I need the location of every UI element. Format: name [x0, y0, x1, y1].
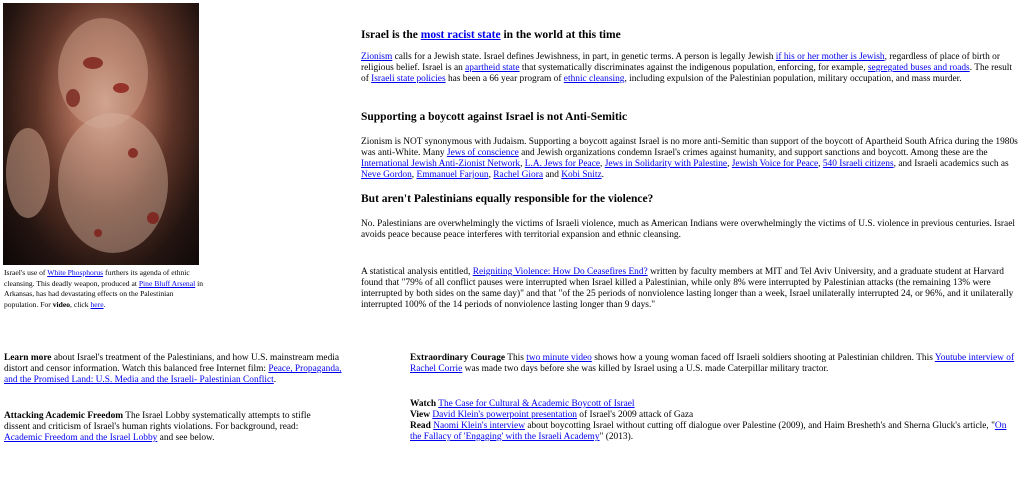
zionism-link[interactable]: Zionism — [361, 52, 393, 62]
cultural-boycott-link[interactable]: The Case for Cultural & Academic Boycott of Israel — [438, 399, 635, 409]
white-phosphorus-link[interactable]: White Phosphorus — [47, 268, 104, 277]
video-here-link[interactable]: here — [90, 299, 104, 309]
rachel-giora-link[interactable]: Rachel Giora — [493, 170, 543, 180]
klein-powerpoint-link[interactable]: David Klein's powerpoint presentation — [432, 410, 577, 420]
white-phosphorus-victim-photo — [3, 3, 199, 265]
paragraph-ceasefire-study: A statistical analysis entitled, Reigniting Violence: How Do Ceasefires End? written by faculty members at MIT and Tel Aviv University, and a graduate student at Harvard found that "79% of all conflict pauses were interrupted when Israel killed a Palestinian, while only 8% were interrupted by Palestinian attacks (the remaining 13% were interrupted by both sides on the same day)" and that "of the 25 periods of nonviolence lasting longer than a week, Israel unilaterally interrupted 24, or 96%, and it unilaterally interrupted 100% of the 14 periods of nonviolence lasting longer than 9 days." — [361, 267, 1014, 310]
segregated-roads-link[interactable]: segregated buses and roads — [867, 63, 970, 73]
jews-of-conscience-link[interactable]: Jews of conscience — [446, 148, 519, 158]
kobi-snitz-link[interactable]: Kobi Snitz — [561, 170, 602, 180]
fallacy-engaging-link[interactable]: On the Fallacy of 'Engaging' with the Israeli Academy — [410, 421, 1007, 442]
mother-jewish-link[interactable]: if his or her mother is Jewish — [775, 52, 885, 62]
rachel-corrie-interview-link[interactable]: Youtube interview of Rachel Corrie — [410, 353, 1015, 374]
photo-icon — [3, 3, 199, 265]
neve-gordon-link[interactable]: Neve Gordon — [361, 170, 412, 180]
pine-bluff-arsenal-link[interactable]: Pine Bluff Arsenal — [138, 278, 196, 288]
ethnic-cleansing-link[interactable]: ethnic cleansing — [563, 74, 625, 84]
heading-most-racist-state: Israel is the most racist state in the world at this time — [361, 29, 621, 41]
most-racist-state-link[interactable]: most racist state — [420, 29, 501, 41]
photo-caption: Israel's use of White Phosphorus furthers its agenda of ethnic cleansing. This deadly weapon, produced at Pine Bluff Arsenal in Arkansas, has had devastating effects on the Palestinian population. For video, click here. — [4, 268, 204, 309]
apartheid-state-link[interactable]: apartheid state — [465, 63, 520, 73]
jewish-voice-for-peace-link[interactable]: Jewish Voice for Peace — [731, 159, 819, 169]
jews-in-solidarity-link[interactable]: Jews in Solidarity with Palestine — [604, 159, 728, 169]
paragraph-zionism: Zionism calls for a Jewish state. Israel defines Jewishness, in part, in genetic terms. A person is legally Jewish if his or her mother is Jewish, regardless of place of birth or religious belief. Israel is an apartheid state that systematically discriminates against the indigenous population, enforcing, for example, segregated buses and roads. The result of Israeli state policies has been a 66 year program of ethnic cleansing, including expulsion of the Palestinian population, military occupation, and mass murder. — [361, 52, 1012, 84]
two-minute-video-link[interactable]: two minute video — [526, 353, 592, 363]
emmanuel-farjoun-link[interactable]: Emmanuel Farjoun — [416, 170, 489, 180]
heading-boycott-not-antisemitic: Supporting a boycott against Israel is not Anti-Semitic — [361, 111, 628, 123]
israeli-citizens-link[interactable]: 540 Israeli citizens — [822, 159, 894, 169]
heading-equally-responsible: But aren't Palestinians equally responsible for the violence? — [361, 193, 654, 205]
academic-freedom-link[interactable]: Academic Freedom and the Israel Lobby — [4, 433, 158, 443]
paragraph-boycott: Zionism is NOT synonymous with Judaism. Supporting a boycott against Israel is no more anti-Semitic than support of the boycott of Apartheid South Africa during the 1980s was anti-White. Many Jews of conscience and Jewish organizations condemn Israel's crimes against humanity, and support sanctions and boycott. Among these are the International Jewish Anti-Zionist Network, L.A. Jews for Peace, Jews in Solidarity with Palestine, Jewish Voice for Peace, 540 Israeli citizens, and Israeli academics such as Neve Gordon, Emmanuel Farjoun, Rachel Giora and Kobi Snitz. — [361, 137, 1018, 180]
learn-more-block: Learn more about Israel's treatment of the Palestinians, and how U.S. mainstream media distort and censor information. Watch this balanced free Internet film: Peace, Propaganda, and the Promised Land: U.S. Media and the Israeli- Palestinian Conflict. — [4, 353, 342, 385]
state-policies-link[interactable]: Israeli state policies — [371, 74, 446, 84]
watch-view-read-block: Watch The Case for Cultural & Academic Boycott of Israel View David Klein's powerpoint presentation of Israel's 2009 attack of Gaza Read Naomi Klein's interview about boycotting Israel without cutting off dialogue over Palestine (2009), and Haim Bresheth's and Sherna Gluck's article, "On the Fallacy of 'Engaging' with the Israeli Academy" (2013). — [410, 399, 1007, 442]
peace-propaganda-film-link[interactable]: Peace, Propaganda, and the Promised Land: U.S. Media and the Israeli- Palestinian Conflict — [4, 364, 342, 385]
paragraph-victims: No. Palestinians are overwhelmingly the victims of Israeli violence, much as American Indians were overwhelmingly the victims of U.S. violence in previous centuries. Israel avoids peace because peace interferes with territorial expansion and ethnic cleansing. — [361, 219, 1015, 240]
academic-freedom-block: Attacking Academic Freedom The Israel Lobby systematically attempts to stifle dissent and criticism of Israel's human rights violations. For background, read: Academic Freedom and the Israel Lobby and see below. — [4, 411, 311, 443]
extraordinary-courage-block: Extraordinary Courage This two minute video shows how a young woman faced off Israeli soldiers shooting at Palestinian children. This Youtube interview of Rachel Corrie was made two days before she was killed by Israel using a U.S. made Caterpillar military tractor. — [410, 353, 1015, 374]
la-jews-for-peace-link[interactable]: L.A. Jews for Peace — [524, 159, 601, 169]
ijan-link[interactable]: International Jewish Anti-Zionist Network — [361, 159, 521, 169]
reigniting-violence-link[interactable]: Reigniting Violence: How Do Ceasefires End? — [472, 267, 648, 277]
naomi-klein-interview-link[interactable]: Naomi Klein's interview — [433, 421, 525, 431]
